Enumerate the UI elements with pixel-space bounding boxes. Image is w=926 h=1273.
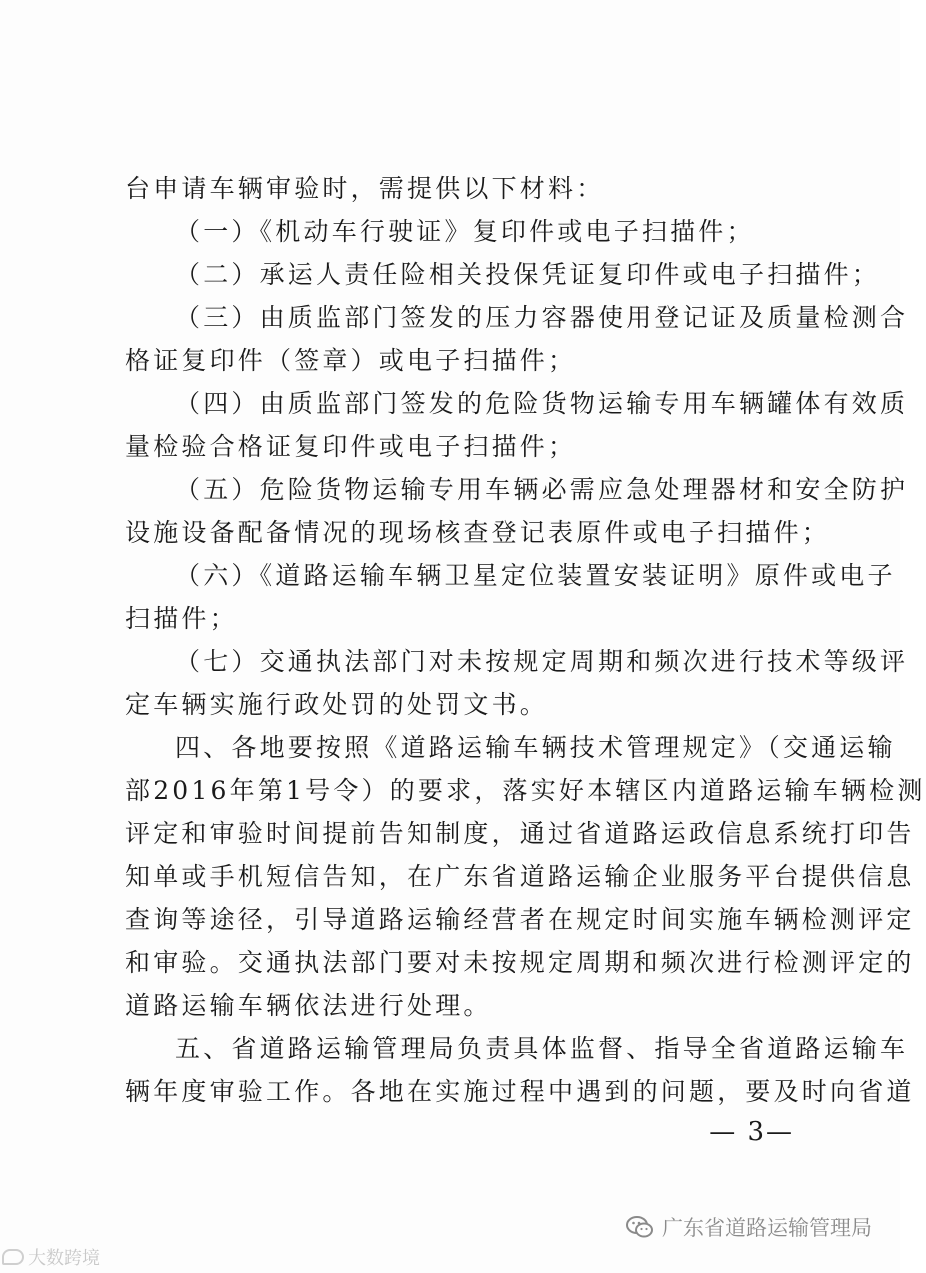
text-line: 查询等途径，引导道路运输经营者在规定时间实施车辆检测评定 xyxy=(125,905,915,934)
footer-watermarks xyxy=(0,1208,900,1268)
text-line: 设施设备配备情况的现场核查登记表原件或电子扫描件； xyxy=(125,518,831,547)
text-line: （二）承运人责任险相关投保凭证复印件或电子扫描件； xyxy=(175,260,881,289)
text-line: 和审验。交通执法部门要对未按规定周期和频次进行检测评定的 xyxy=(125,948,915,977)
text-line: （七）交通执法部门对未按规定周期和频次进行技术等级评 xyxy=(175,647,909,676)
text-line: 知单或手机短信告知，在广东省道路运输企业服务平台提供信息 xyxy=(125,862,915,891)
source-watermark-text: 大数跨境 xyxy=(28,1248,100,1269)
text-line: （一）《机动车行驶证》复印件或电子扫描件； xyxy=(175,217,755,246)
text-line: （四）由质监部门签发的危险货物运输专用车辆罐体有效质 xyxy=(175,389,909,418)
wechat-account-watermark xyxy=(626,1212,872,1242)
wechat-account-name: 广东省道路运输管理局 xyxy=(662,1216,872,1240)
text-line: 部2016年第1号令）的要求，落实好本辖区内道路运输车辆检测 xyxy=(125,776,926,805)
text-line: （六）《道路运输车辆卫星定位装置安装证明》原件或电子 xyxy=(175,561,896,590)
text-line: （三）由质监部门签发的压力容器使用登记证及质量检测合 xyxy=(175,303,909,332)
speech-bubble-icon xyxy=(2,1249,24,1265)
text-line: 五、省道路运输管理局负责具体监督、指导全省道路运输车 xyxy=(175,1034,909,1063)
text-line: 评定和审验时间提前告知制度，通过省道路运政信息系统打印告 xyxy=(125,819,915,848)
text-line: 四、各地要按照《道路运输车辆技术管理规定》（交通运输 xyxy=(175,733,896,762)
text-line: 辆年度审验工作。各地在实施过程中遇到的问题，要及时向省道 xyxy=(125,1077,915,1106)
text-line: 台申请车辆审验时，需提供以下材料： xyxy=(125,174,605,203)
text-line: 量检验合格证复印件或电子扫描件； xyxy=(125,432,577,461)
wechat-icon xyxy=(626,1215,654,1239)
text-line: （五）危险货物运输专用车辆必需应急处理器材和安全防护 xyxy=(175,475,909,504)
source-watermark xyxy=(2,1244,100,1270)
page-number: — 3— xyxy=(709,1117,794,1147)
text-line: 格证复印件（签章）或电子扫描件； xyxy=(125,346,577,375)
text-line: 定车辆实施行政处罚的处罚文书。 xyxy=(125,690,549,719)
text-line: 扫描件； xyxy=(125,604,238,633)
text-line: 道路运输车辆依法进行处理。 xyxy=(125,991,492,1020)
